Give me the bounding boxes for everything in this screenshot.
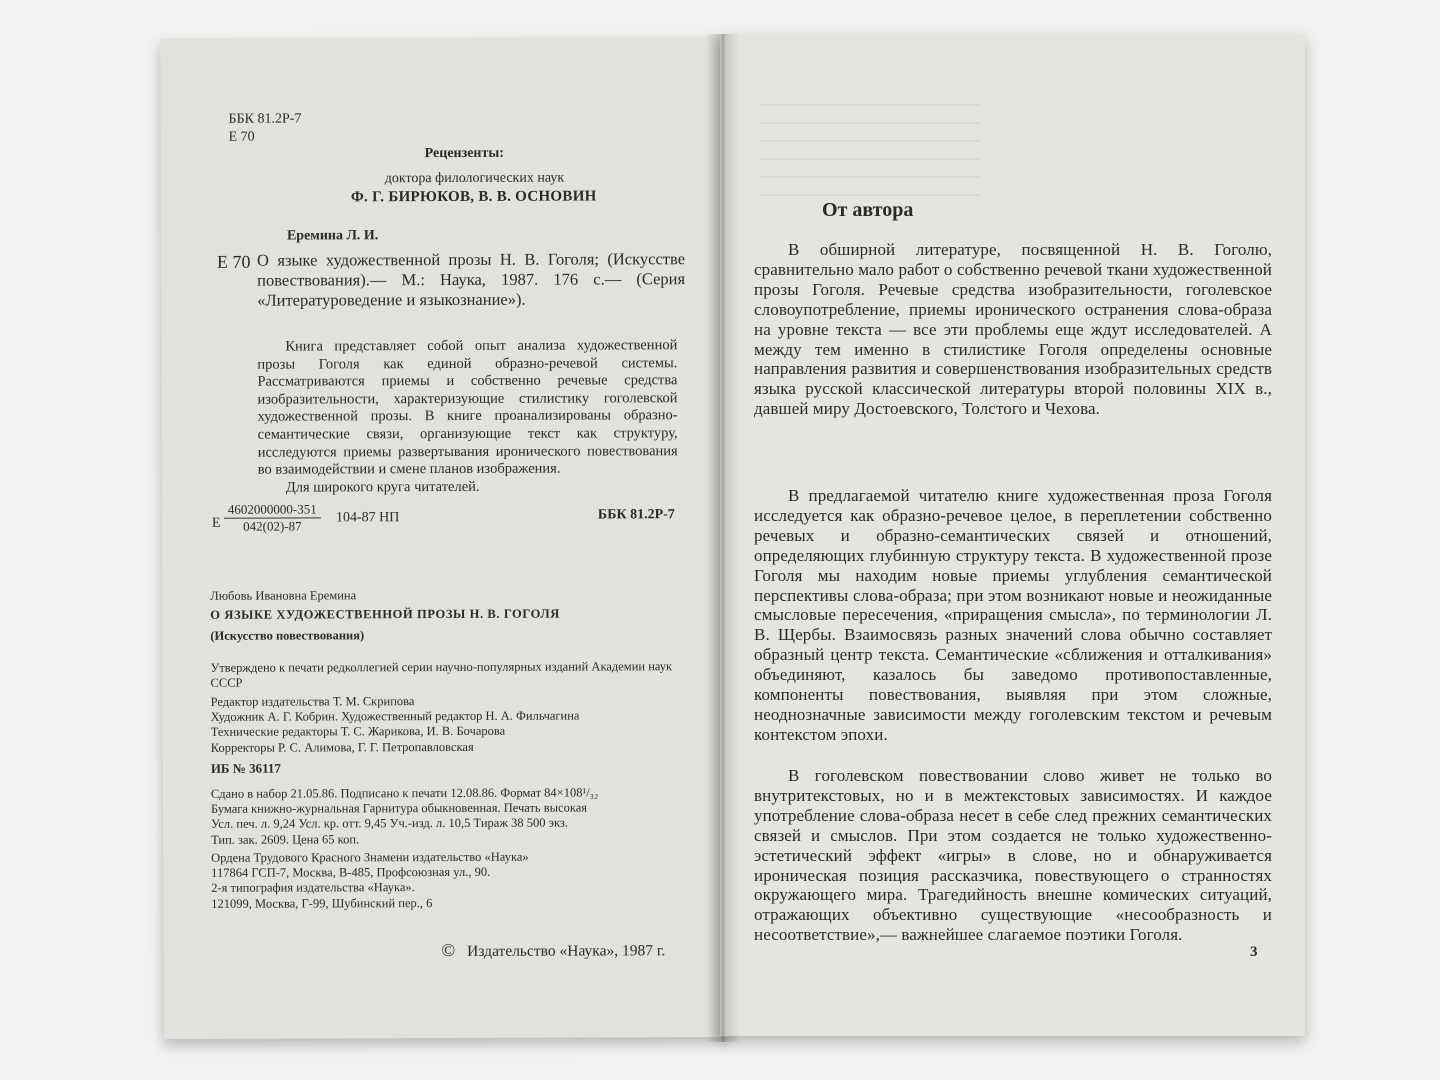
author-index: Е 70 — [228, 129, 255, 145]
imprint-editors — [211, 693, 695, 756]
imprint-ib-number: ИБ № 36117 — [210, 760, 281, 776]
left-page — [160, 37, 729, 1039]
imprint-editor-line: Редактор издательства Т. М. Скрипова — [210, 694, 415, 709]
isbn-numerator: 4602000000-351 — [224, 501, 321, 518]
book-gutter — [706, 34, 740, 1042]
imprint-tech-line: Сдано в набор 21.05.86. Подписано к печати 12.08.86. Формат 84×108¹/₃₂ — [210, 785, 599, 801]
author-line: Еремина Л. И. — [286, 228, 379, 244]
book-abstract — [257, 337, 678, 497]
imprint-editor-line: Художник А. Г. Кобрин. Художественный редактор Н. А. Фильчагина — [210, 708, 580, 725]
bleed-through-shadow — [760, 104, 980, 204]
reviewers-heading: Рецензенты: — [424, 145, 504, 162]
imprint-publisher-line: 121099, Москва, Г-99, Шубинский пер., 6 — [211, 895, 433, 911]
bbk-classification-top — [229, 110, 302, 146]
paragraph: В гоголевском повествовании слово живет не только во внутритекстовых, но и в межтекстовых зависимостях. И каждое употребление слова-образа несет в себе след прежних семантических связей и смыслов. При этом создается не только художественно-эстетический эффект «игры» в слове, но и обнаруживается ироническая позиция рассказчика, повествующего о странностях окружающего мира. Трагедийность внешне комических ситуаций, отражающих объективно существующие «несообразность и несоответствие»,— важнейшее слагаемое поэтики Гоголя. — [754, 766, 1272, 945]
isbn-denominator: 042(02)-87 — [243, 518, 302, 534]
reviewers-degree: доктора филологических наук — [384, 170, 565, 187]
isbn-fraction — [224, 501, 321, 534]
imprint-publisher-line: 2-я типография издательства «Наука». — [211, 880, 415, 896]
imprint-tech-line: Усл. печ. л. 9,24 Усл. кр. отт. 9,45 Уч.-изд. л. 10,5 Тираж 38 500 экз. — [210, 815, 568, 832]
imprint-author: Любовь Ивановна Еремина — [210, 588, 357, 603]
imprint-publisher-line: 117864 ГСП-7, Москва, В-485, Профсоюзная ул., 90. — [211, 865, 491, 881]
abstract-text: Книга представляет собой опыт анализа художественной прозы Гоголя как единой образно-речевой системы. Рассматриваются приемы и собственно речевые средства изобразительности, характеризующие стилистику гоголевской художественной прозы. В книге проанализированы образно-семантические связи, организующие текст как структуру, исследуются приемы развертывания иронического повествования во взаимодействии и смене планов изображения. — [257, 337, 678, 478]
isbn-suffix: 104-87 НП — [335, 510, 400, 526]
imprint-publisher-line: Ордена Трудового Красного Знамени издательство «Наука» — [211, 849, 529, 865]
copyright-text: Издательство «Наука», 1987 г. — [467, 942, 666, 960]
right-page — [720, 34, 1305, 1036]
imprint-approved: Утверждено к печати редколлегией серии научно-популярных изданий Академии наук СССР — [210, 659, 673, 691]
imprint-tech-line: Бумага книжно-журнальная Гарнитура обыкновенная. Печать высокая — [210, 800, 588, 817]
paragraph: В предлагаемой читателю книге художественная проза Гоголя исследуется как образно-речевое целое, в переплетении собственно речевых и образно-семантических связей и отношений, определяющих глубинную структуру текста. В художественной прозе Гоголя мы находим новые приемы углубления семантической перспективы слова-образа; при этом возникают новые и неожиданные смысловые пересечения, «приращения смысла», по терминологии Л. В. Щербы. Взаимосвязь разных значений слова обычно составляет образный центр текста. Семантические «сближения и отталкивания» объединяют, казалось бы заведомо противопоставленные, компоненты повествования, выявляя при этом сложные, неоднозначные зависимости между гоголевским текстом и речевым контекстом эпохи. — [754, 486, 1272, 744]
imprint-series: (Искусство повествования) — [210, 628, 365, 643]
imprint-publisher — [211, 849, 695, 912]
imprint-editor-line: Технические редакторы Т. С. Жарикова, И. В. Бочарова — [210, 724, 506, 740]
index-code: Е 70 — [216, 251, 251, 272]
section-heading: От автора — [822, 199, 914, 221]
imprint-title: О ЯЗЫКЕ ХУДОЖЕСТВЕННОЙ ПРОЗЫ Н. В. ГОГОЛЯ — [210, 606, 560, 622]
copyright-line — [441, 939, 665, 961]
copyright-icon: © — [441, 939, 456, 961]
imprint-tech-line: Тип. зак. 2609. Цена 65 коп. — [211, 831, 360, 847]
audience-note: Для широкого круга читателей. — [285, 478, 480, 496]
bibliographic-entry: О языке художественной прозы Н. В. Гоголя; (Искусстве повествования).— М.: Наука, 1987. 176 с.— (Серия «Литературоведение и языкознание»). — [256, 249, 686, 310]
paragraph: В обширной литературе, посвященной Н. В. Гоголю, сравнительно мало работ о собственно речевой ткани художественной прозы Гоголя. Речевые средства изобразительности, гоголевское словоупотребление, приемы иронического остранения слова-образа на уровне текста — все эти проблемы еще ждут исследователей. А между тем именно в стилистике Гоголя определены основные направления развития и совершенствования изобразительных средств языка русской классической литературы второй половины XIX в., давшей миру Достоевского, Толстого и Чехова. — [754, 240, 1272, 419]
page-number: 3 — [1250, 944, 1258, 960]
isbn-prefix: Е — [211, 515, 221, 531]
imprint-technical — [211, 785, 695, 848]
bbk-classification-bottom: ББК 81.2Р-7 — [597, 507, 675, 523]
imprint-editor-line: Корректоры Р. С. Алимова, Г. Г. Петропавловская — [210, 739, 474, 755]
bbk-code: ББК 81.2Р-7 — [228, 111, 302, 127]
reviewers-names: Ф. Г. БИРЮКОВ, В. В. ОСНОВИН — [350, 188, 597, 206]
